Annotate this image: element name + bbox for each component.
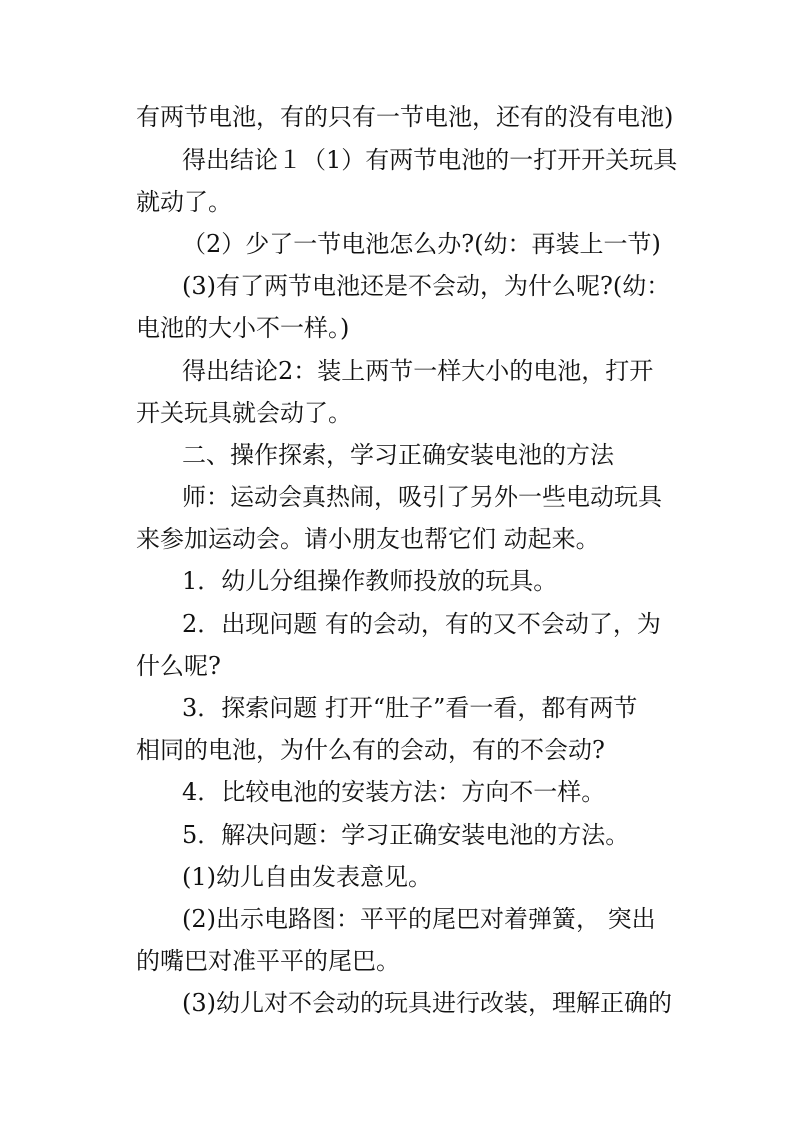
text-line: 有两节电池，有的只有一节电池，还有的没有电池) [136,103,674,131]
list-item: (3)幼儿对不会动的玩具进行改装，理解正确的 [182,989,672,1017]
list-item: 1．幼儿分组操作教师投放的玩具。 [182,567,558,595]
text-line: （2）少了一节电池怎么办?(幼：再装上一节) [182,230,661,258]
list-item: (2)出示电路图：平平的尾巴对着弹簧， 突出 [182,905,656,933]
text-line: 电池的大小不一样。) [136,314,350,342]
text-line: 相同的电池，为什么有的会动，有的不会动? [136,736,605,764]
text-line: 的嘴巴对准平平的尾巴。 [136,947,400,975]
text-line: 得出结论１（1）有两节电池的一打开开关玩具 [182,146,678,174]
section-heading: 二、操作探索，学习正确安装电池的方法 [182,441,614,469]
text-line: 师：运动会真热闹，吸引了另外一些电动玩具 [182,483,662,511]
text-line: 来参加运动会。请小朋友也帮它们 动起来。 [136,525,600,553]
text-line: 开关玩具就会动了。 [136,399,352,427]
list-item: 5．解决问题：学习正确安装电池的方法。 [182,821,630,849]
list-item: 3．探索问题 打开“肚子”看一看，都有两节 [182,694,638,722]
text-line: 就动了。 [136,188,232,216]
text-line: 得出结论2：装上两节一样大小的电池，打开 [182,357,654,385]
text-line: (3)有了两节电池还是不会动，为什么呢?(幼： [182,272,671,300]
text-line: 什么呢? [136,652,221,680]
list-item: (1)幼儿自由发表意见。 [182,863,432,891]
list-item: 4．比较电池的安装方法：方向不一样。 [182,778,606,806]
list-item: 2．出现问题 有的会动，有的又不会动了，为 [182,610,661,638]
